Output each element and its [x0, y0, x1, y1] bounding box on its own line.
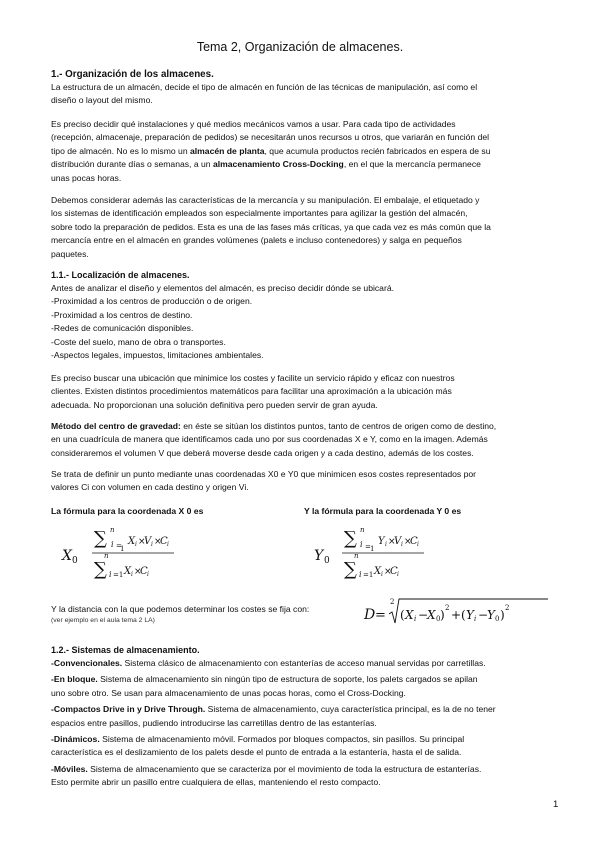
svg-text:X: X: [427, 608, 436, 622]
bold-term: almacén de planta: [190, 145, 265, 156]
paragraph-gravity-method: [51, 420, 561, 460]
svg-text:0: 0: [495, 615, 500, 623]
formula-x-label: La fórmula para la coordenada X 0 es: [51, 506, 204, 516]
svg-text:(: (: [400, 608, 405, 622]
list-item: -Aspectos legales, impuestos, limitaciones ambientales.: [51, 350, 264, 361]
text-line: Es preciso buscar una ubicación que minimice los costes y facilite un servicio rápido y eficaz con nuestros: [51, 373, 455, 383]
svg-text:2: 2: [390, 598, 395, 606]
svg-text:=1: =1: [363, 571, 374, 579]
paragraph-merchandise: [51, 194, 561, 261]
svg-text:i: i: [109, 570, 112, 579]
text-span: Sistema de almacenamiento móvil. Formados por bloques compactos, sin pasillos. Su principal: [99, 734, 465, 745]
svg-text:×: ×: [154, 537, 162, 547]
distance-text: Y la distancia con la que podemos determinar los costes se fija con:: [51, 604, 310, 614]
text-line: característica es el deslizamiento de los palets desde el punto de entrada a la estantería, hasta el de salida.: [51, 747, 462, 758]
bold-term: -Móviles.: [51, 763, 88, 774]
example-note: (ver ejemplo en el aula tema 2 LA): [51, 617, 155, 624]
svg-text:n: n: [360, 526, 365, 534]
paragraph-intro: [51, 81, 561, 108]
list-item: -Coste del suelo, mano de obra o transportes.: [51, 336, 226, 347]
svg-text:=: =: [116, 542, 122, 550]
text-line: Esto permite abrir un pasillo entre cualquiera de ellas, manteniendo el resto compacto.: [51, 777, 381, 788]
svg-text:Y: Y: [378, 536, 385, 547]
section-heading-1-2: 1.2.- Sistemas de almacenamiento.: [51, 645, 200, 655]
svg-text:i: i: [385, 541, 387, 548]
svg-text:∑: ∑: [344, 528, 357, 549]
text-line: adecuada. No proporcionan una solución definitiva pero pueden servir de gran ayuda.: [51, 399, 378, 410]
svg-text:i: i: [381, 571, 383, 578]
text-line: valores Ci con volumen en cada destino y origen Vi.: [51, 482, 249, 493]
svg-text:×: ×: [138, 537, 146, 547]
svg-text:i: i: [359, 570, 362, 579]
text-span: Sistema de almacenamiento sin ningún tipo de estructura de soporte, los palets cargados se apilan: [97, 674, 478, 685]
section-heading-1: 1.- Organización de los almacenes.: [51, 69, 214, 80]
section-heading-1-1: 1.1.- Localización de almacenes.: [51, 270, 190, 280]
svg-text:∑: ∑: [94, 559, 107, 580]
location-factors: [51, 282, 561, 362]
svg-text:×: ×: [404, 537, 412, 547]
list-item: -Redes de comunicación disponibles.: [51, 323, 194, 334]
list-item: [51, 673, 561, 686]
bold-term: Método del centro de gravedad:: [51, 421, 181, 431]
text-line: sobre todo la preparación de pedidos. Esta es una de las fases más críticas, ya que cada vez es más común que la: [51, 221, 491, 232]
paragraph-location: [51, 372, 561, 412]
svg-text:C: C: [410, 536, 418, 547]
svg-text:i: i: [360, 540, 363, 549]
text-line: paquetes.: [51, 248, 89, 259]
svg-text:i: i: [135, 541, 137, 548]
svg-text:−: −: [478, 608, 489, 622]
list-item: [51, 763, 561, 776]
svg-text:−: −: [418, 608, 429, 622]
list-item: [51, 733, 561, 746]
svg-text:X: X: [62, 548, 72, 564]
svg-text:i: i: [414, 615, 417, 623]
formula-x0-image: [58, 522, 218, 584]
svg-text:×: ×: [388, 537, 396, 547]
svg-text:C: C: [390, 566, 398, 577]
svg-text:1: 1: [120, 545, 125, 553]
svg-text:D: D: [364, 607, 376, 623]
svg-text:X: X: [128, 536, 136, 547]
text-line: diseño o layout del mismo.: [51, 95, 153, 106]
svg-text:1: 1: [370, 545, 375, 553]
list-item: [51, 657, 561, 670]
list-item: -Proximidad a los centros de producción o de origen.: [51, 296, 253, 307]
svg-text:n: n: [110, 526, 115, 534]
list-item: [51, 703, 561, 716]
svg-text:i: i: [151, 541, 153, 548]
svg-text:i: i: [167, 541, 169, 548]
svg-text:i: i: [401, 541, 403, 548]
svg-text:0: 0: [324, 556, 330, 566]
svg-text:(: (: [461, 608, 466, 622]
text-line: en una cuadrícula de manera que identificamos cada uno por sus coordenadas X e Y, como en la imagen. Además: [51, 434, 488, 445]
svg-text:C: C: [160, 536, 168, 547]
formula-distance-image: [362, 594, 552, 628]
bold-term: -En bloque.: [51, 674, 98, 685]
svg-text:): ): [500, 608, 505, 622]
svg-text:=1: =1: [113, 571, 124, 579]
svg-text:i: i: [147, 571, 149, 578]
svg-text:Y: Y: [466, 608, 474, 622]
svg-text:i: i: [131, 571, 133, 578]
svg-text:∑: ∑: [344, 559, 357, 580]
svg-text:∑: ∑: [94, 528, 107, 549]
svg-text:X: X: [374, 566, 382, 577]
formula-y0-image: [310, 522, 470, 584]
text-line: [51, 158, 561, 171]
storage-systems-list: [51, 657, 561, 790]
svg-text:n: n: [354, 552, 359, 560]
svg-text:0: 0: [436, 615, 441, 623]
svg-text:i: i: [111, 540, 114, 549]
svg-text:i: i: [397, 571, 399, 578]
text-line: los sistemas de identificación empleados son especialmente importantes para agilizar la gestión del almacén,: [51, 208, 468, 219]
svg-text:×: ×: [384, 567, 392, 577]
svg-text:i: i: [417, 541, 419, 548]
svg-text:Y: Y: [487, 608, 495, 622]
text-span: , que acumula productos recién fabricados en espera de su: [264, 145, 491, 156]
text-line: Antes de analizar el diseño y elementos del almacén, es preciso decidir dónde se ubicará.: [51, 283, 394, 293]
svg-text:=: =: [375, 608, 386, 623]
text-line: espacios entre pasillos, pudiendo introducirse las carretillas dentro de las estanterías.: [51, 717, 377, 728]
svg-text:0: 0: [72, 556, 78, 566]
svg-text:Y: Y: [314, 548, 324, 564]
paragraph-coordinates: [51, 468, 561, 495]
svg-text:V: V: [144, 536, 152, 547]
svg-text:×: ×: [134, 567, 142, 577]
text-line: Debemos considerar además las características de la mercancía y su manipulación. El embalaje, el etiquetado y: [51, 195, 480, 205]
text-line: La estructura de un almacén, decide el tipo de almacén en función de las técnicas de manipulación, así como el: [51, 82, 478, 92]
text-span: Sistema de almacenamiento, cuya característica principal, es la de no tener: [205, 704, 496, 715]
bold-term: -Convencionales.: [51, 658, 123, 668]
svg-text:i: i: [474, 615, 477, 623]
bold-term: almacenamiento Cross-Docking: [212, 159, 344, 170]
text-line: consideraremos el volumen V que deberá moverse desde cada origen y a cada destino, además de los costes.: [51, 447, 474, 458]
svg-text:): ): [440, 608, 445, 622]
svg-text:V: V: [394, 536, 402, 547]
text-span: distribución durante días o semanas, a un: [51, 159, 213, 170]
svg-text:2: 2: [445, 604, 450, 612]
formula-y-label: Y la fórmula para la coordenada Y 0 es: [304, 506, 462, 516]
svg-text:n: n: [104, 552, 109, 560]
svg-text:=: =: [365, 543, 371, 551]
text-line: uno sobre otro. Se usan para almacenamiento de unas pocas horas, como el Cross-Docking.: [51, 687, 406, 698]
list-item: -Proximidad a los centros de destino.: [51, 309, 193, 320]
text-line: Es preciso decidir qué instalaciones y qué medios mecánicos vamos a usar. Para cada tipo de actividades: [51, 119, 456, 129]
page-title: Tema 2, Organización de almacenes.: [196, 40, 404, 54]
text-line: [51, 420, 561, 433]
bold-term: -Dinámicos.: [51, 734, 100, 745]
page-number: 1: [553, 799, 559, 810]
text-line: (recepción, almacenaje, preparación de pedidos) se necesitarán unos recursos u otros, que variarán en función del: [51, 132, 490, 143]
text-line: [51, 145, 561, 158]
svg-text:X: X: [124, 566, 132, 577]
text-line: unas pocas horas.: [51, 172, 122, 183]
svg-text:2: 2: [505, 604, 510, 612]
text-span: , en el que la mercancía permanece: [343, 159, 481, 170]
bold-term: -Compactos Drive in y Drive Through.: [51, 704, 206, 715]
text-span: tipo de almacén. No es lo mismo un: [51, 145, 190, 156]
text-span: en éste se sitúan los distintos puntos, tanto de centros de origen como de destino,: [180, 421, 497, 431]
paragraph-facilities: [51, 118, 561, 185]
svg-text:+: +: [451, 608, 462, 622]
svg-text:C: C: [140, 566, 148, 577]
text-span: Sistema de almacenamiento que se caracteriza por el movimiento de toda la estructura de estanterías.: [87, 763, 482, 774]
text-span: Sistema clásico de almacenamiento con estanterías de acceso manual servidas por carretillas.: [122, 658, 486, 668]
text-line: Se trata de definir un punto mediante unas coordenadas X0 e Y0 que minimicen esos costes representados por: [51, 469, 477, 479]
text-line: clientes. Existen distintos procedimientos matemáticos para facilitar una aproximación a la ubicación más: [51, 386, 452, 397]
svg-text:X: X: [405, 608, 414, 622]
text-line: mercancía entre en el almacén en grandes volúmenes (palets e incluso contenedores) y salga en pequeños: [51, 235, 462, 246]
